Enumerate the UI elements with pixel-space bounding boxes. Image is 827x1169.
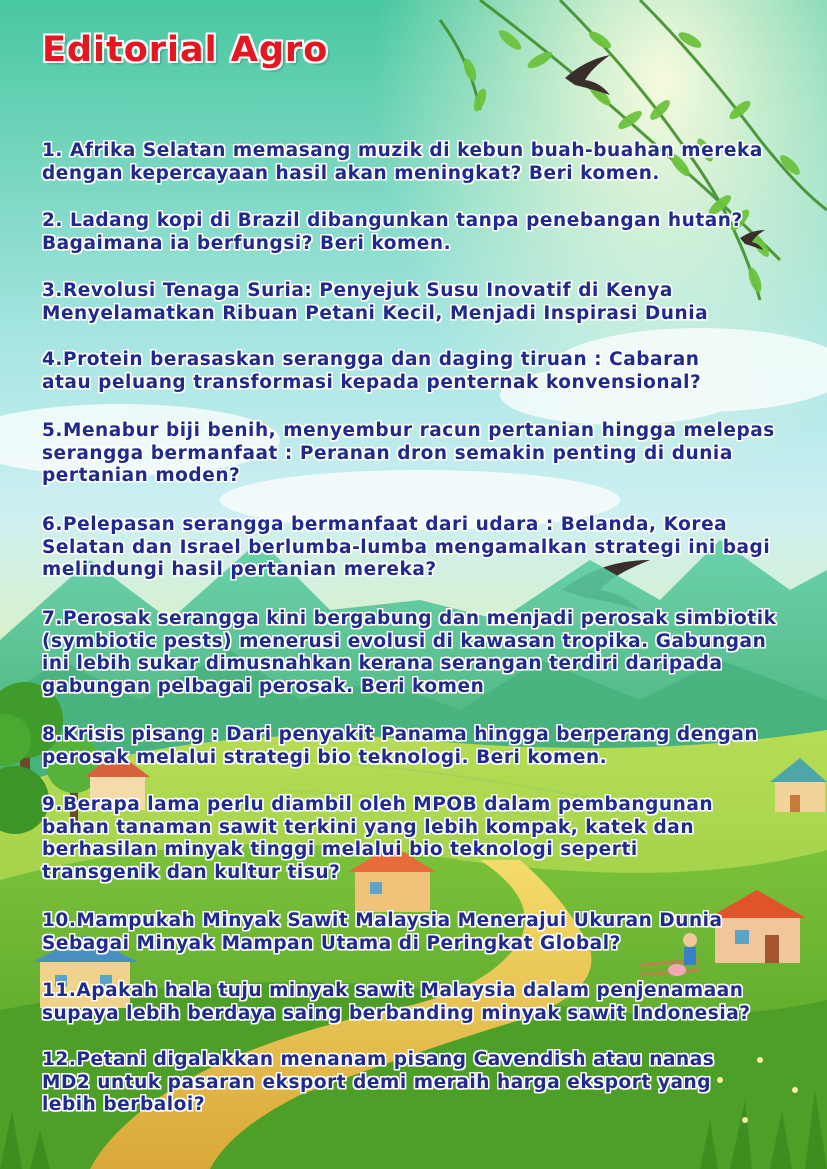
question-9: 9.Berapa lama perlu diambil oleh MPOB dalam pembangunan bahan tanaman sawit terkini yang lebih kompak, katek dan berhasilan minyak tinggi melalui bio teknologi seperti transgenik dan kultur tisu? bbox=[42, 794, 714, 883]
question-5: 5.Menabur biji benih, menyembur racun pertanian hingga melepas serangga bermanfaat : Peranan dron semakin penting di dunia pertanian moden? bbox=[42, 420, 775, 486]
question-4: 4.Protein berasaskan serangga dan daging tiruan : Cabaran atau peluang transformasi kepada penternak konvensional? bbox=[42, 349, 702, 393]
question-3: 3.Revolusi Tenaga Suria: Penyejuk Susu Inovatif di Kenya Menyelamatkan Ribuan Petani Kecil, Menjadi Inspirasi Dunia bbox=[42, 280, 709, 324]
question-8: 8.Krisis pisang : Dari penyakit Panama hingga berperang dengan perosak melalui strategi bio teknologi. Beri komen. bbox=[42, 724, 759, 768]
question-12: 12.Petani digalakkan menanam pisang Cavendish atau nanas MD2 untuk pasaran eksport demi meraih harga eksport yang lebih berbaloi? bbox=[42, 1049, 715, 1115]
question-1: 1. Afrika Selatan memasang muzik di kebun buah-buahan mereka dengan kepercayaan hasil akan meningkat? Beri komen. bbox=[42, 140, 763, 184]
question-6: 6.Pelepasan serangga bermanfaat dari udara : Belanda, Korea Selatan dan Israel berlumba-lumba mengamalkan strategi ini bagi melindungi hasil pertanian mereka? bbox=[42, 514, 771, 580]
question-2: 2. Ladang kopi di Brazil dibangunkan tanpa penebangan hutan? Bagaimana ia berfungsi? Beri komen. bbox=[42, 210, 743, 254]
page-title: Editorial Agro bbox=[42, 30, 329, 70]
question-10: 10.Mampukah Minyak Sawit Malaysia Menerajui Ukuran Dunia Sebagai Minyak Mampan Utama di Peringkat Global? bbox=[42, 910, 723, 954]
question-11: 11.Apakah hala tuju minyak sawit Malaysia dalam penjenamaan supaya lebih berdaya saing berbanding minyak sawit Indonesia? bbox=[42, 980, 751, 1024]
question-7: 7.Perosak serangga kini bergabung dan menjadi perosak simbiotik (symbiotic pests) menerusi evolusi di kawasan tropika. Gabungan ini lebih sukar dimusnahkan kerana serangan terdiri daripada gabungan pelbagai perosak. Beri komen bbox=[42, 608, 777, 697]
